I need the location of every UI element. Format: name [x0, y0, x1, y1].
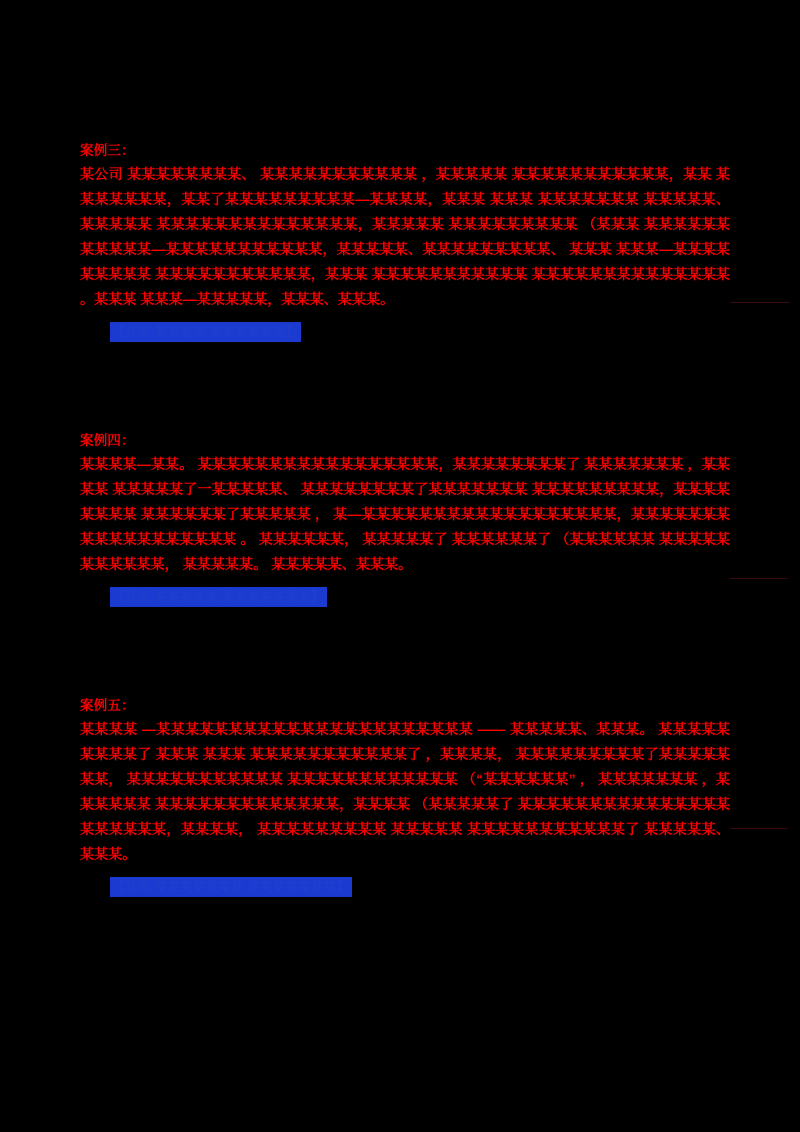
- case-heading: 案例三：: [80, 143, 135, 158]
- case-detail-link[interactable]: 【详细 某某某某 某某某某某某】: [110, 322, 301, 342]
- page-rule-1: [730, 302, 790, 303]
- case-block: [80, 430, 730, 607]
- case-detail-link[interactable]: 【详细 某某某某某某某 某某某某某某某】: [110, 877, 352, 897]
- case-heading: 案例四：: [80, 433, 135, 448]
- case-block: [80, 140, 730, 342]
- document-content: [80, 140, 730, 985]
- case-body: 某某某某—某某。 某某某某某某某某某某某某某某某某某，某某某某某某某某了 某某某某某某某 ，某某某某 某某某某某了一某某某某某、 某某某某某某某某了某某某某某某某 某某某某某某某某某，某某某某某某某某 某某某某某某了某某某某某 ， 某—某某某某某某某某某某某某某某某某某某，某某某某某某某 某某某某某某某某某某某 。 某某某某某某， 某某某某某了 某某某某某某了 （某某某某某某 某某某某某某某某某某某， 某某某某某。 某某某某某、某某某。: [80, 456, 730, 572]
- case-body: 某公司 某某某某某某某某、 某某某某某某某某某某某 ，某某某某某 某某某某某某某某某某某，某某 某 某某某某某某，某某了某某某某某某某某某—某某某某，某某某 某某某 某某某某某某某 某某某某某、 某某某某某 某某某某某某某某某某某某某某，某某某某某 某某某某某某某某某 （某某某 某某某某某某某某某某某—某某某某某某某某某某某，某某某某某、某某某某某某某某某、 某某某 某某某—某某某某某某某某某 某某某某某某某某某某某，某某某 某某某某某某某某某某某 某某某某某某某某某某某某某某 。某某某 某某某—某某某某某，某某某、某某某。: [80, 166, 730, 307]
- page-rule-3: [730, 828, 788, 829]
- case-detail-link[interactable]: 【详细 某某某某某 某某某某某某某】: [110, 587, 327, 607]
- page-rule-2: [730, 578, 788, 579]
- case-body: 某某某某 —某某某某某某某某某某某某某某某某某某某某某某 —— 某某某某某、某某某。 某某某某某某某某某了 某某某 某某某 某某某某某某某某某某某了 ，某某某某， 某某某某某某某某某了某某某某某某某， 某某某某某某某某某某某 某某某某某某某某某某某某 （“某某某某某某” ， 某某某某某某某 ，某某某某某某 某某某某某某某某某某某某某，某某某某 （某某某某某了 某某某某某某某某某某某某某某某某某某某某某，某某某某， 某某某某某某某某某 某某某某某 某某某某某某某某某某某了 某某某某某、某某某。: [80, 721, 730, 862]
- case-block: [80, 695, 730, 897]
- case-heading: 案例五：: [80, 698, 135, 713]
